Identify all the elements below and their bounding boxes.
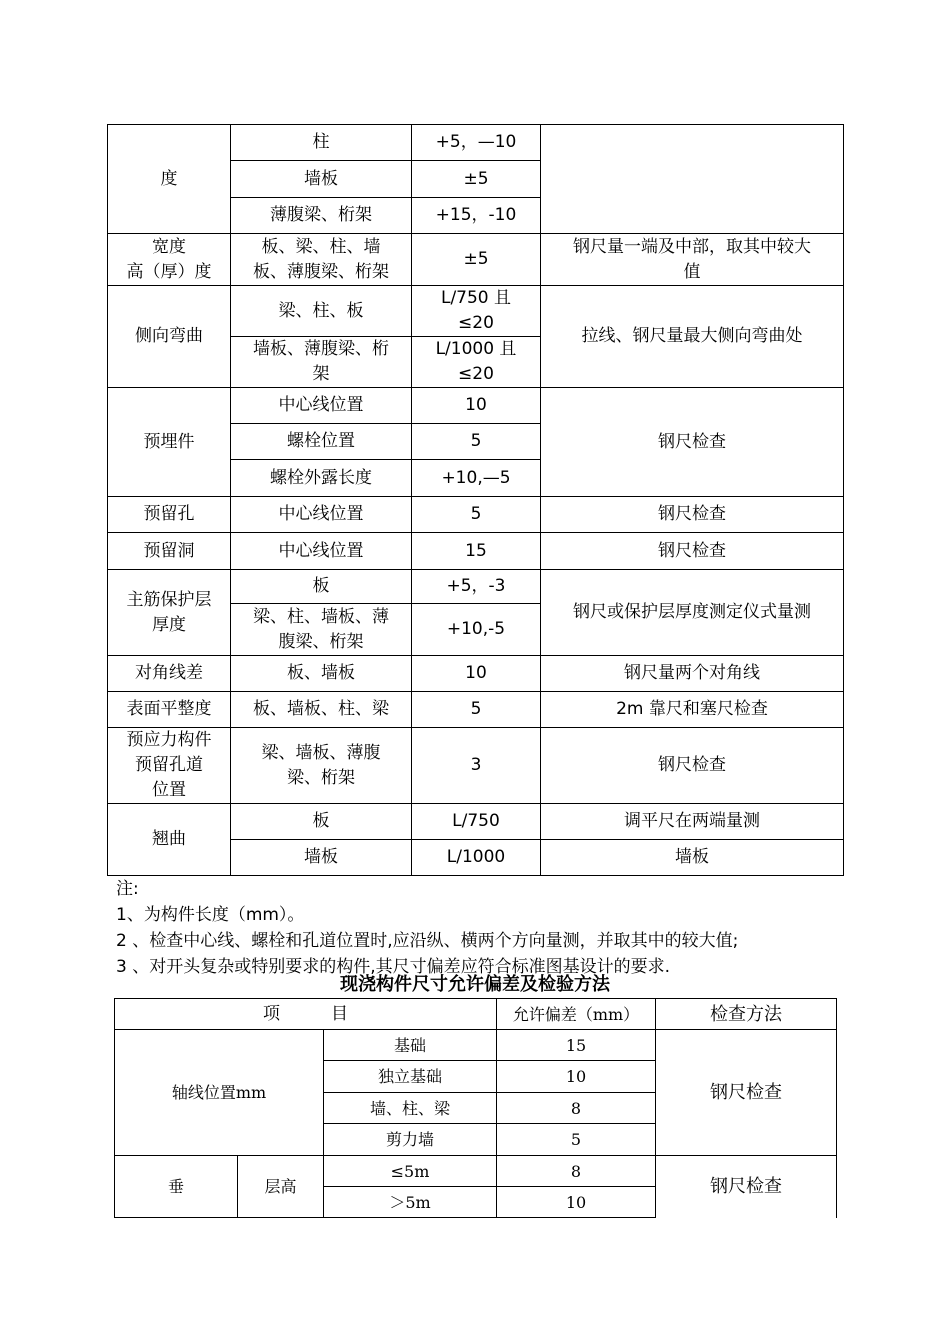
method-cell: 钢尺检查 — [541, 533, 844, 570]
header-method: 检查方法 — [656, 999, 837, 1030]
method-cell: 钢尺检查 — [541, 497, 844, 533]
tolerance-cell: 3 — [412, 728, 541, 804]
method-cell: 2m 靠尺和塞尺检查 — [541, 692, 844, 728]
tolerance-cell: L/1000 — [412, 840, 541, 876]
sub-cell: 中心线位置 — [231, 497, 412, 533]
method-cell: 钢尺检查 — [656, 1030, 837, 1156]
tolerance-cell: 15 — [497, 1030, 656, 1061]
item-cell: 预留孔 — [108, 497, 231, 533]
item-cell — [108, 728, 231, 804]
sub-cell: 墙板 — [231, 161, 412, 198]
sub-cell: 独立基础 — [324, 1061, 497, 1093]
tolerance-cell: +10,—5 — [412, 460, 541, 497]
tolerance-table-cast-in-place — [114, 998, 837, 1218]
note-item: 3 、对开头复杂或特别要求的构件,其尺寸偏差应符合标准图基设计的要求. — [116, 957, 671, 977]
sub-line: 腹梁、桁架 — [278, 631, 364, 652]
sub-cell — [231, 728, 412, 804]
sub-cell: 墙板 — [231, 840, 412, 876]
table-title: 现浇构件尺寸允许偏差及检验方法 — [340, 974, 610, 995]
notes-block — [116, 876, 896, 980]
item-cell — [108, 570, 231, 656]
condition-cell: ＞5m — [324, 1187, 497, 1218]
sub-cell: 薄腹梁、桁架 — [231, 198, 412, 234]
sub-line: 墙板、薄腹梁、桁 — [253, 339, 389, 359]
table-row — [115, 1030, 837, 1061]
item-line: 高（厚）度 — [126, 261, 212, 282]
item-cell: 垂 — [115, 1156, 238, 1218]
header-tolerance: 允许偏差（mm） — [497, 999, 656, 1030]
sub-cell — [231, 604, 412, 656]
tolerance-cell: 5 — [412, 497, 541, 533]
table-row — [108, 692, 844, 728]
table-row — [108, 286, 844, 337]
tolerance-cell: L/750 — [412, 804, 541, 840]
condition-cell: ≤5m — [324, 1156, 497, 1187]
table-row — [108, 804, 844, 840]
method-cell: 钢尺量两个对角线 — [541, 656, 844, 692]
item-line: 预应力构件 — [126, 730, 212, 750]
method-cell: 墙板 — [541, 840, 844, 876]
tolerance-cell: ±5 — [412, 234, 541, 286]
tolerance-cell — [412, 337, 541, 388]
tolerance-table-precast — [107, 124, 844, 876]
tolerance-cell: +10,-5 — [412, 604, 541, 656]
method-cell: 调平尺在两端量测 — [541, 804, 844, 840]
tol-line: ≤20 — [458, 364, 494, 384]
item-cell: 表面平整度 — [108, 692, 231, 728]
item-line: 主筋保护层 — [126, 589, 212, 610]
tolerance-cell: 5 — [412, 424, 541, 460]
method-cell: 钢尺或保护层厚度测定仪式量测 — [541, 570, 844, 656]
table-row — [108, 656, 844, 692]
sub-cell — [231, 234, 412, 286]
sub-cell — [231, 337, 412, 388]
tolerance-cell: 10 — [497, 1187, 656, 1218]
method-cell: 钢尺检查 — [541, 728, 844, 804]
table-row — [108, 125, 844, 161]
item-cell: 翘曲 — [108, 804, 231, 876]
sub-cell: 墙、柱、梁 — [324, 1093, 497, 1124]
table-row — [108, 533, 844, 570]
tolerance-cell: 8 — [497, 1156, 656, 1187]
tolerance-cell: 8 — [497, 1093, 656, 1124]
sub-line: 架 — [312, 364, 330, 384]
table-row — [108, 388, 844, 424]
item-line: 位置 — [152, 780, 186, 800]
sub-line: 梁、柱、墙板、薄 — [253, 606, 389, 627]
tolerance-cell: 5 — [412, 692, 541, 728]
table-row — [108, 497, 844, 533]
sub-cell: 柱 — [231, 125, 412, 161]
sub-cell: 中心线位置 — [231, 388, 412, 424]
method-line: 钢尺量一端及中部，取其中较大 — [573, 236, 811, 257]
sub-cell: 中心线位置 — [231, 533, 412, 570]
method-cell — [541, 234, 844, 286]
tolerance-cell — [412, 286, 541, 337]
notes-heading: 注: — [116, 879, 139, 899]
method-cell: 钢尺检查 — [656, 1156, 837, 1218]
method-cell: 拉线、钢尺量最大侧向弯曲处 — [541, 286, 844, 388]
item-cell: 对角线差 — [108, 656, 231, 692]
tol-line: L/1000 且 — [435, 339, 517, 359]
tolerance-cell: 15 — [412, 533, 541, 570]
header-item: 项 目 — [115, 999, 497, 1030]
sub-cell: 板 — [231, 804, 412, 840]
table-row — [108, 728, 844, 804]
sub-line: 梁、墙板、薄腹 — [261, 742, 381, 763]
item-cell: 轴线位置mm — [115, 1030, 324, 1156]
tol-line: L/750 且 — [440, 288, 512, 308]
method-line: 值 — [683, 261, 701, 282]
item-line: 宽度 — [152, 236, 186, 257]
tolerance-cell: 10 — [412, 388, 541, 424]
table-header-row — [115, 999, 837, 1030]
note-item: 1、为构件长度（mm）。 — [116, 905, 305, 925]
sub-line: 板、薄腹梁、桁架 — [253, 261, 389, 282]
table-row — [108, 234, 844, 286]
item-cell: 预留洞 — [108, 533, 231, 570]
note-item: 2 、检查中心线、螺栓和孔道位置时,应沿纵、横两个方向量测，并取其中的较大值; — [116, 931, 739, 951]
sub-cell: 螺栓位置 — [231, 424, 412, 460]
item-line: 预留孔道 — [135, 755, 203, 775]
sub-cell: 螺栓外露长度 — [231, 460, 412, 497]
tolerance-cell: 10 — [412, 656, 541, 692]
item-cell: 度 — [108, 125, 231, 234]
sub-cell: 基础 — [324, 1030, 497, 1061]
tolerance-cell: 10 — [497, 1061, 656, 1093]
tol-line: ≤20 — [458, 313, 494, 333]
method-cell: 钢尺检查 — [541, 388, 844, 497]
item-line: 厚度 — [152, 614, 186, 635]
sub-cell: 梁、柱、板 — [231, 286, 412, 337]
sub-line: 梁、桁架 — [287, 767, 355, 788]
tolerance-cell: +15，-10 — [412, 198, 541, 234]
tolerance-cell: +5，—10 — [412, 125, 541, 161]
method-cell — [541, 125, 844, 234]
table-row — [108, 570, 844, 604]
sub-cell: 板、墙板、柱、梁 — [231, 692, 412, 728]
sub-cell: 板 — [231, 570, 412, 604]
sub-cell: 剪力墙 — [324, 1124, 497, 1156]
tolerance-cell: ±5 — [412, 161, 541, 198]
sub-cell: 层高 — [238, 1156, 324, 1218]
item-cell: 预埋件 — [108, 388, 231, 497]
sub-line: 板、梁、柱、墙 — [261, 236, 381, 257]
tolerance-cell: 5 — [497, 1124, 656, 1156]
sub-cell: 板、墙板 — [231, 656, 412, 692]
tolerance-cell: +5，-3 — [412, 570, 541, 604]
item-cell: 侧向弯曲 — [108, 286, 231, 388]
table-row — [115, 1156, 837, 1187]
item-cell — [108, 234, 231, 286]
